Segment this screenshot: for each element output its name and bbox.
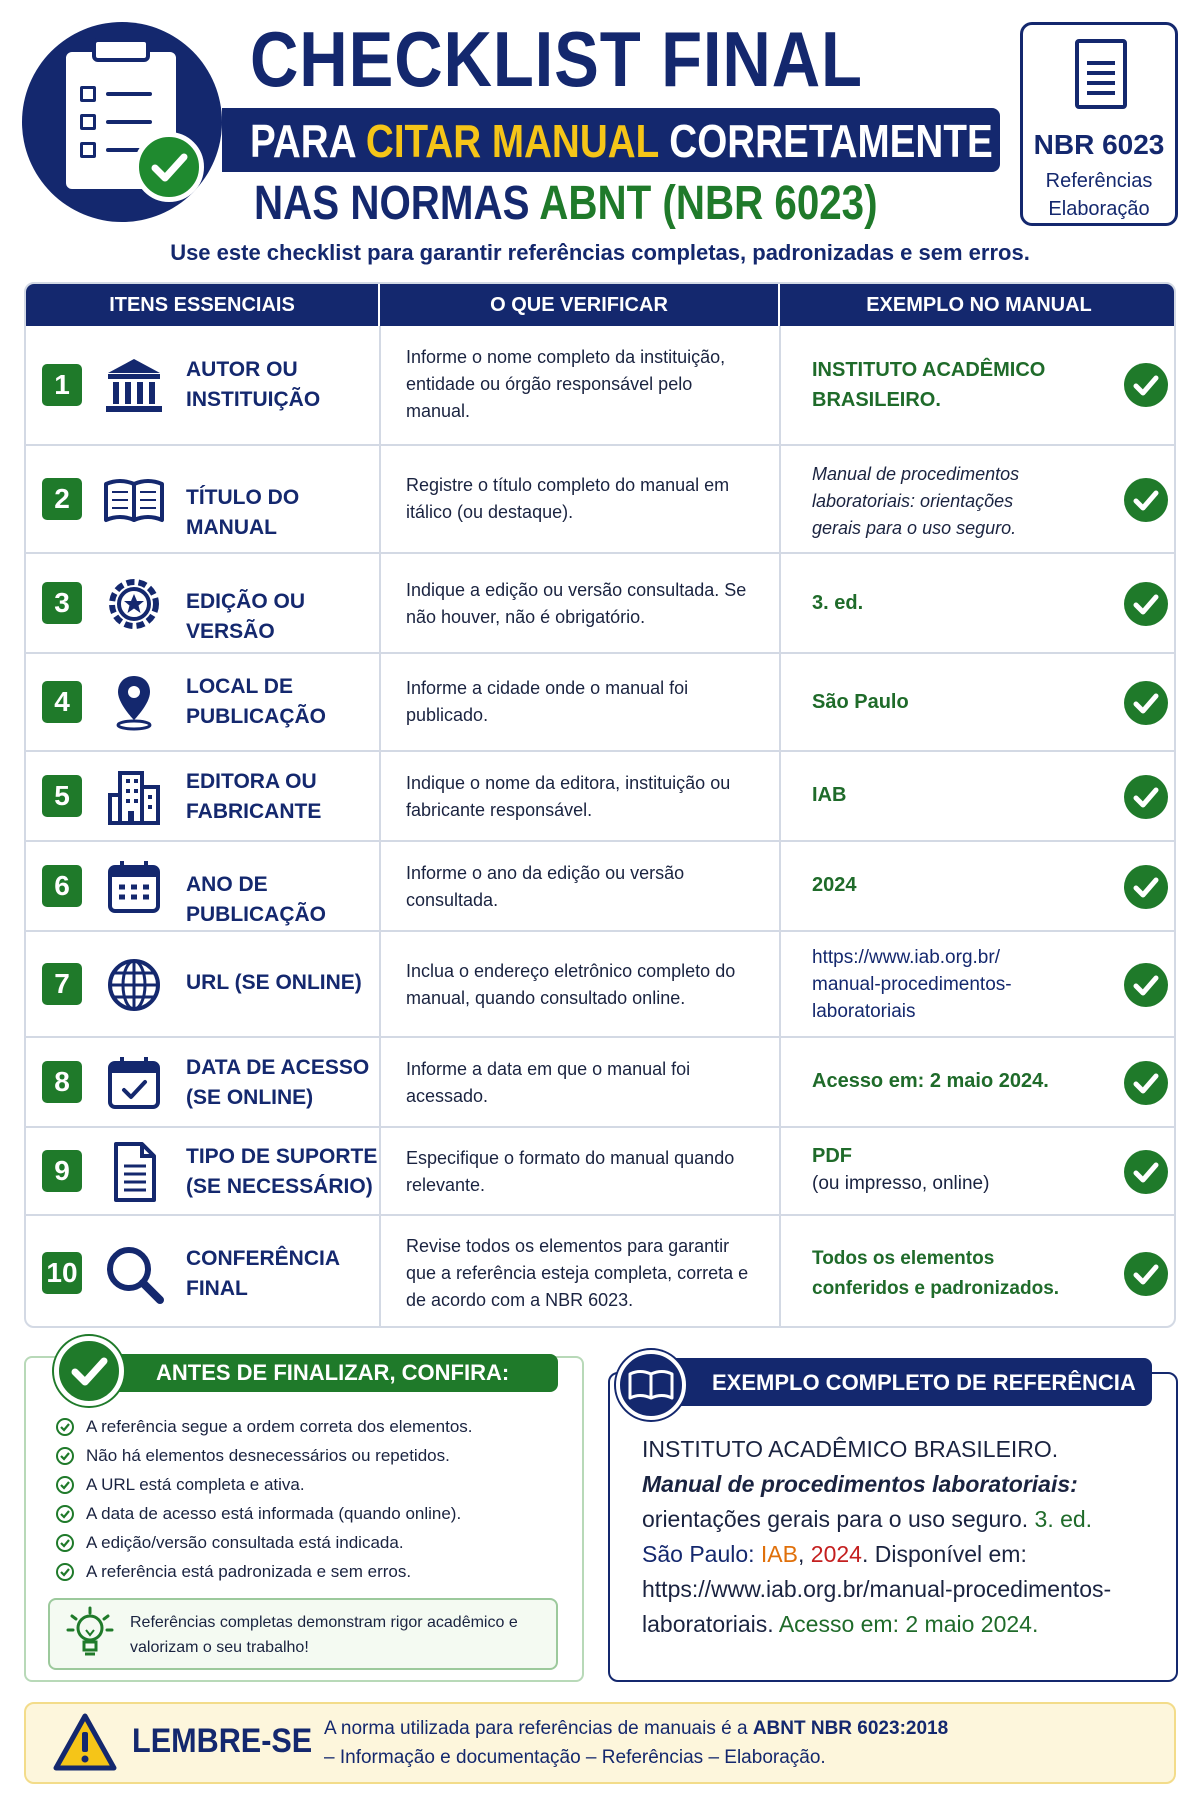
table-row [26, 840, 1174, 930]
table-header [26, 284, 1174, 326]
check-text: Registre o título completo do manual em itálico (ou destaque). [406, 475, 730, 522]
table-row [26, 552, 1174, 652]
column-header: O QUE VERIFICAR [380, 284, 780, 326]
table-row [26, 1126, 1174, 1214]
location-pin-icon [102, 670, 166, 734]
check-circle-icon [1124, 363, 1168, 407]
footer-label: LEMBRE-SE [132, 1722, 313, 1760]
table-row [26, 750, 1174, 840]
check-icon [56, 1476, 74, 1494]
list-item: A referência está padronizada e sem erros. [56, 1557, 576, 1586]
example-text: Manual de procedimentos laboratoriais: orientações gerais para o uso seguro. [812, 464, 1020, 538]
table-row [26, 1214, 1174, 1328]
item-number: 3 [42, 582, 82, 624]
star-badge-icon [102, 572, 166, 636]
list-item: A edição/versão consultada está indicada. [56, 1528, 576, 1557]
check-circle-icon [1124, 963, 1168, 1007]
check-icon [56, 1418, 74, 1436]
check-text: Especifique o formato do manual quando relevante. [406, 1148, 735, 1195]
check-circle-icon [1124, 478, 1168, 522]
check-circle-icon [1124, 582, 1168, 626]
footer-text: A norma utilizada para referências de manuais é a ABNT NBR 6023:2018 – Informação e documentação – Referências – Elaboração. [324, 1718, 949, 1768]
column-header: EXEMPLO NO MANUAL [866, 294, 1092, 316]
example-text: 2024 [812, 874, 857, 896]
item-number: 7 [42, 963, 82, 1005]
example-text: INSTITUTO ACADÊMICO BRASILEIRO. [812, 359, 1046, 411]
warning-icon [52, 1712, 118, 1774]
table-row [26, 326, 1174, 444]
item-label: DATA DE ACESSO (SE ONLINE) [186, 1056, 370, 1109]
item-label: TIPO DE SUPORTE (SE NECESSÁRIO) [186, 1145, 378, 1198]
nbr-badge [1020, 22, 1178, 226]
check-circle-icon [1124, 1252, 1168, 1296]
table-row [26, 930, 1174, 1036]
check-circle-icon [1124, 681, 1168, 725]
item-label: AUTOR OU INSTITUIÇÃO [186, 358, 321, 411]
item-label: ANO DE PUBLICAÇÃO [186, 873, 326, 926]
check-text: Indique o nome da editora, instituição ou fabricante responsável. [406, 773, 731, 820]
check-icon [56, 1505, 74, 1523]
list-item: A data de acesso está informada (quando online). [56, 1499, 576, 1528]
example-text: Acesso em: 2 maio 2024. [812, 1070, 1049, 1092]
check-circle-icon [1124, 775, 1168, 819]
check-icon [56, 1534, 74, 1552]
item-label: CONFERÊNCIA FINAL [186, 1247, 340, 1300]
example-text: Todos os elementos conferidos e padronizados. [812, 1248, 1060, 1299]
book-icon [616, 1350, 686, 1420]
check-text: Informe o ano da edição ou versão consultada. [406, 863, 685, 910]
check-circle-icon [1124, 1061, 1168, 1105]
table-row [26, 444, 1174, 552]
item-label: LOCAL DE PUBLICAÇÃO [186, 675, 326, 728]
confirm-list [56, 1412, 576, 1586]
example-text: São Paulo [812, 691, 909, 713]
badge-title: NBR 6023 [1033, 129, 1165, 160]
tip-text: Referências completas demonstram rigor acadêmico e valorizam o seu trabalho! [130, 1614, 518, 1656]
column-header: ITENS ESSENCIAIS [26, 284, 380, 326]
title-bar-text: PARA CITAR MANUAL CORRETAMENTE [250, 115, 993, 167]
item-number: 8 [42, 1061, 82, 1103]
check-icon [56, 1563, 74, 1581]
item-label: TÍTULO DO MANUAL [186, 486, 300, 539]
check-text: Revise todos os elementos para garantir que a referência esteja completa, correta e de acordo com a NBR 6023. [406, 1236, 749, 1310]
item-number: 1 [42, 364, 82, 406]
reference-example-text: INSTITUTO ACADÊMICO BRASILEIRO. Manual de procedimentos laboratoriais: orientações gerais para o uso seguro. 3. ed. São Paulo: IAB, 2024. Disponível em: https://www.iab.org.br/manual-procedimentos- laboratoriais. Acesso em: 2 maio 2024. [642, 1436, 1112, 1637]
panel-title: EXEMPLO COMPLETO DE REFERÊNCIA [712, 1370, 1136, 1395]
check-text: Indique a edição ou versão consultada. Se não houver, não é obrigatório. [406, 580, 747, 627]
item-label: EDITORA OU FABRICANTE [186, 770, 322, 823]
example-text: PDF [812, 1145, 852, 1167]
magnifier-icon [102, 1242, 166, 1306]
globe-icon [102, 953, 166, 1017]
intro-text: Use este checklist para garantir referências completas, padronizadas e sem erros. [170, 240, 1030, 265]
item-label: URL (SE ONLINE) [186, 971, 362, 994]
example-text: 3. ed. [812, 592, 864, 614]
document-icon [102, 1140, 166, 1204]
book-icon [102, 468, 166, 532]
item-number: 2 [42, 478, 82, 520]
panel-title: ANTES DE FINALIZAR, CONFIRA: [156, 1360, 510, 1385]
document-icon [1075, 39, 1127, 109]
institution-icon [102, 353, 166, 417]
check-icon [134, 132, 204, 202]
check-circle-icon [1124, 865, 1168, 909]
badge-subtitle: Referências Elaboração [1045, 170, 1153, 220]
table-row [26, 652, 1174, 750]
item-number: 5 [42, 775, 82, 817]
calendar-icon [102, 855, 166, 919]
list-item: A URL está completa e ativa. [56, 1470, 576, 1499]
clipboard-clip [92, 38, 150, 62]
calendar-check-icon [102, 1051, 166, 1115]
check-text: Informe a data em que o manual foi acessado. [406, 1059, 691, 1106]
lightbulb-icon [64, 1606, 116, 1662]
check-icon [56, 1447, 74, 1465]
checklist-table [24, 282, 1176, 1328]
page-title: CHECKLIST FINAL [250, 15, 863, 103]
example-text-secondary: (ou impresso, online) [812, 1173, 990, 1194]
item-number: 6 [42, 865, 82, 907]
check-circle-icon [54, 1336, 124, 1406]
table-row [26, 1036, 1174, 1126]
building-icon [102, 765, 166, 829]
check-circle-icon [1124, 1150, 1168, 1194]
page-subtitle: NAS NORMAS ABNT (NBR 6023) [254, 177, 878, 230]
example-text: https://www.iab.org.br/ manual-procedimentos- laboratoriais [812, 947, 1012, 1022]
item-number: 9 [42, 1150, 82, 1192]
item-number: 10 [42, 1252, 82, 1294]
check-text: Informe a cidade onde o manual foi publicado. [406, 678, 689, 725]
item-number: 4 [42, 681, 82, 723]
list-item: Não há elementos desnecessários ou repetidos. [56, 1441, 576, 1470]
example-text: IAB [812, 784, 847, 806]
item-label: EDIÇÃO OU VERSÃO [186, 590, 306, 643]
list-item: A referência segue a ordem correta dos elementos. [56, 1412, 576, 1441]
check-text: Informe o nome completo da instituição, entidade ou órgão responsável pelo manual. [406, 347, 726, 421]
check-text: Inclua o endereço eletrônico completo do manual, quando consultado online. [406, 961, 736, 1008]
